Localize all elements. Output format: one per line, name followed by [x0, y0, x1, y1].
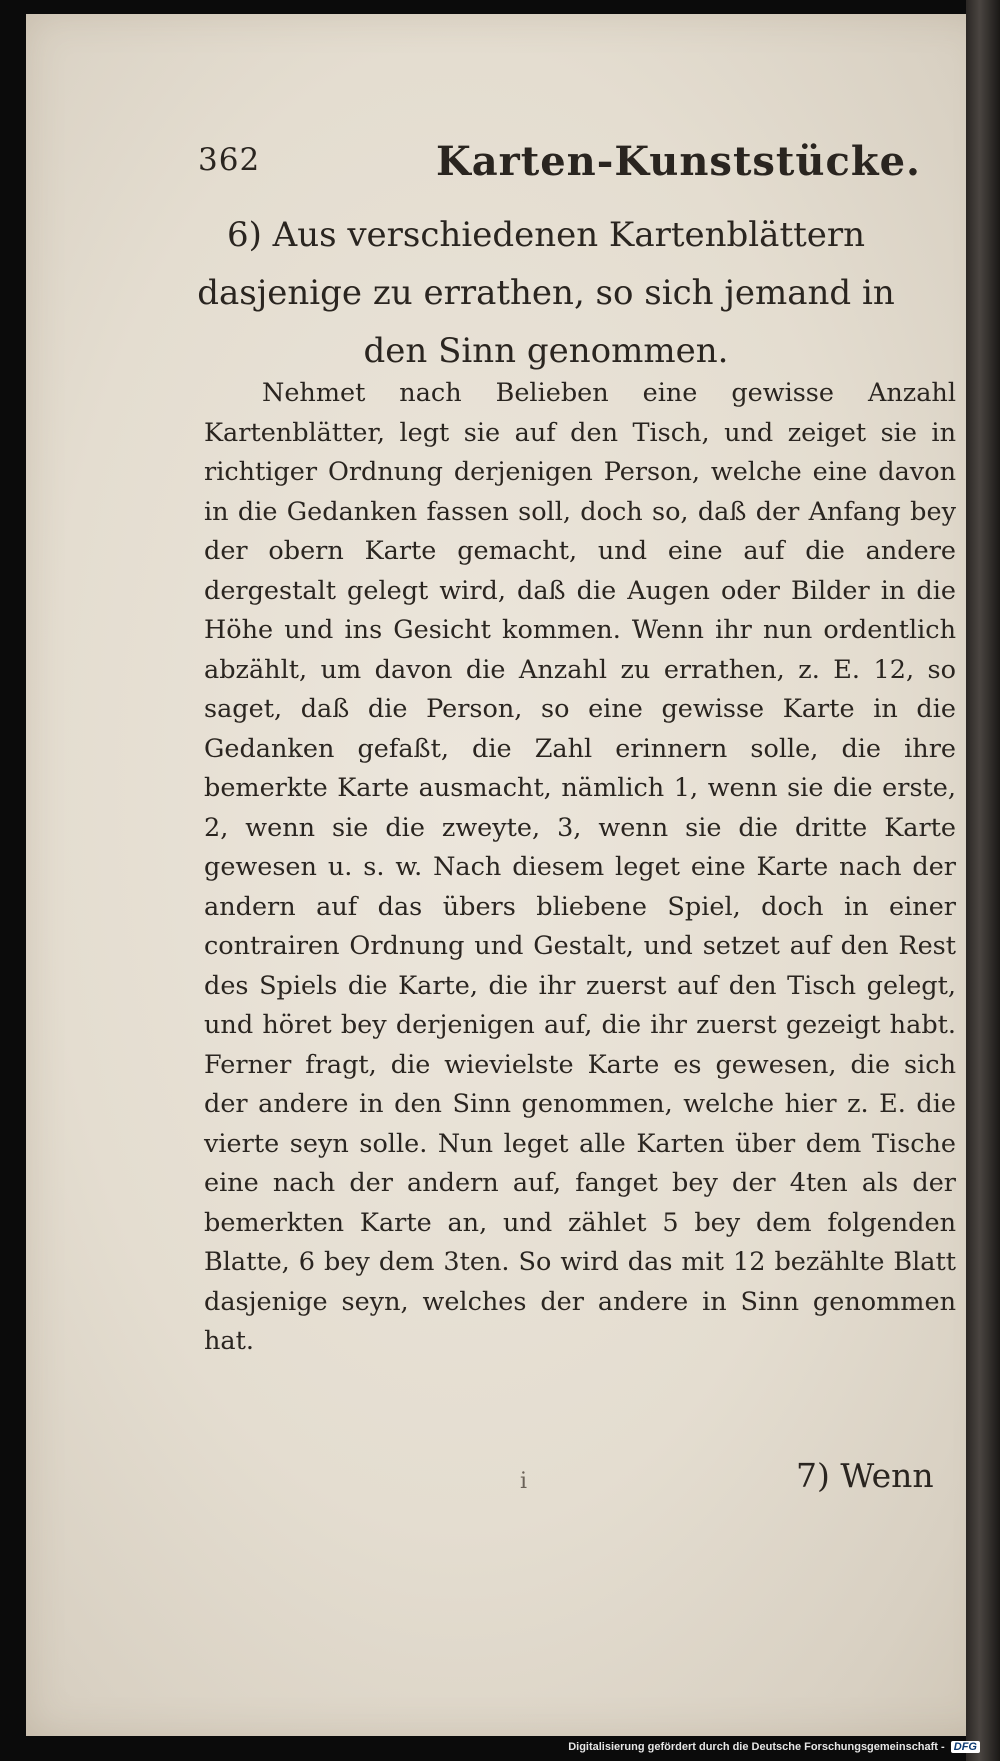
body-paragraph: Nehmet nach Belieben eine gewisse Anzahl Kartenblätter, legt sie auf den Tisch, und zeiget sie in richtiger Ordnung derjenigen Person, welche eine davon in die Gedanken fassen soll, doch so, daß der Anfang bey der obern Karte gemacht, und eine auf die andere dergestalt gelegt wird, daß die Augen oder Bilder in die Höhe und ins Gesicht kommen. Wenn ihr nun ordentlich abzählt, um davon die Anzahl zu errathen, z. E. 12, so saget, daß die Person, so eine gewisse Karte in die Gedanken gefaßt, die Zahl erinnern solle, die ihre bemerkte Karte ausmacht, nämlich 1, wenn sie die erste, 2, wenn sie die zweyte, 3, wenn sie die dritte Karte gewesen u. s. w. Nach diesem leget eine Karte nach der andern auf das übers bliebene Spiel, doch in einer contrairen Ordnung und Gestalt, und setzet auf den Rest des Spiels die Karte, die ihr zuerst auf den Tisch gelegt, und höret bey derjenigen auf, die ihr zuerst gezeigt habt. Ferner fragt, die wievielste Karte es gewesen, die sich der andere in den Sinn genommen, welche hier z. E. die vierte seyn solle. Nun leget alle Karten über dem Tische eine nach der andern auf, fanget bey der 4ten als der bemerkten Karte an, und zählet 5 bey dem folgenden Blatte, 6 bey dem 3ten. So wird das mit 12 bezählte Blatt dasjenige seyn, welches der andere in Sinn genommen hat. [204, 378, 956, 1356]
catchword: 7) Wenn [796, 1456, 934, 1495]
page-number: 362 [198, 142, 261, 178]
dfg-logo: DFG [951, 1741, 980, 1753]
credit-text: Digitalisierung gefördert durch die Deutsche Forschungsgemeinschaft - [568, 1741, 945, 1753]
stray-ink-mark: i [520, 1469, 528, 1494]
running-head: Karten-Kunststücke. [436, 138, 921, 185]
book-spine-edge [966, 0, 1000, 1761]
book-page [26, 14, 992, 1736]
digitization-credit [0, 1741, 980, 1753]
section-heading: 6) Aus verschiedenen Kartenblättern dasjenige zu errathen, so sich jemand in den Sinn genommen. [197, 215, 895, 371]
